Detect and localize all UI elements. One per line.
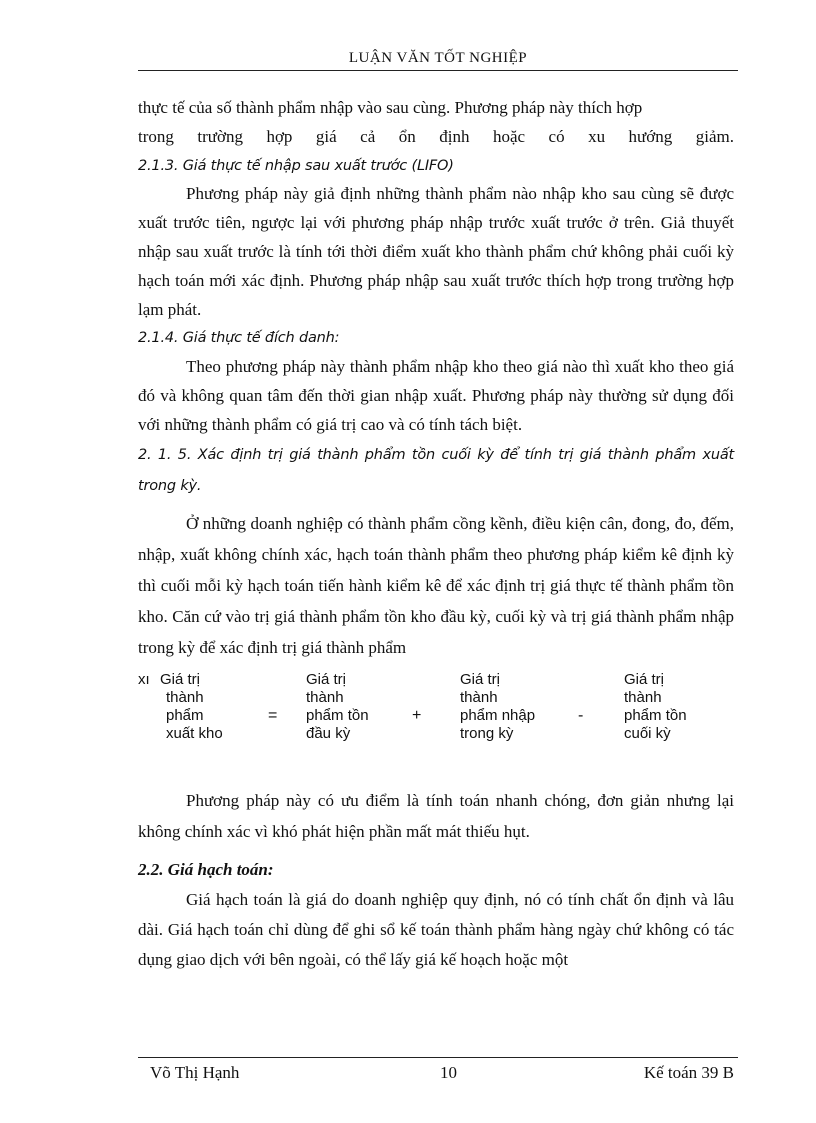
continuation-line-2: trong trường hợp giá cả ổn định hoặc có xu hướng giảm. xyxy=(138,126,734,146)
formula-term-line: đầu kỳ xyxy=(306,724,351,742)
paragraph-continuation xyxy=(138,94,734,152)
formula-term-line: Giá trị xyxy=(460,670,501,688)
formula-term-line: phẩm tồn xyxy=(306,706,369,724)
formula-term-line: thành xyxy=(624,688,662,706)
heading-ending-inventory: 2. 1. 5. Xác định trị giá thành phẩm tồn cuối kỳ để tính trị giá thành phẩm xuất trong kỳ. xyxy=(138,446,734,494)
formula-term-ending xyxy=(624,671,687,743)
formula-term-line: xuất kho xyxy=(166,724,223,742)
formula-equals: = xyxy=(268,706,278,724)
footer-page-number: 10 xyxy=(440,1063,457,1082)
heading-accounting-price: 2.2. Giá hạch toán: xyxy=(138,859,274,879)
page-body xyxy=(138,94,734,975)
paragraph-specific-identification: Theo phương pháp này thành phẩm nhập kho theo giá nào thì xuất kho theo giá đó và không quan tâm đến thời gian nhập xuất. Phương pháp này thường sử dụng đối với những thành phẩm có giá trị cao và có tính tách biệt. xyxy=(138,357,734,434)
formula-term-line: thành xyxy=(460,688,498,706)
formula-term-line: thành xyxy=(166,688,204,706)
formula-prefix: xı xyxy=(138,670,150,688)
formula-term-line: phẩm xyxy=(166,706,204,724)
paragraph-ending-inventory: Ở những doanh nghiệp có thành phẩm cồng kềnh, điều kiện cân, đong, đo, đếm, nhập, xuất không chính xác, hạch toán thành phẩm theo phương pháp kiểm kê định kỳ thì cuối mỗi kỳ hạch toán tiến hành kiểm kê để xác định trị giá thực tế thành phẩm tồn kho. Căn cứ vào trị giá thành phẩm tồn kho đầu kỳ, cuối kỳ và trị giá thành phẩm nhập trong kỳ để xác định trị giá thành phẩm xyxy=(138,513,734,657)
paragraph-evaluation: Phương pháp này có ưu điểm là tính toán nhanh chóng, đơn giản nhưng lại không chính xác vì khó phát hiện phần mất mát thiếu hụt. xyxy=(138,790,734,841)
footer-class: Kế toán 39 B xyxy=(643,1063,734,1082)
inventory-formula xyxy=(138,667,734,763)
formula-term-beginning xyxy=(306,671,369,743)
formula-term-line: trong kỳ xyxy=(460,724,514,742)
footer-divider xyxy=(138,1057,738,1058)
formula-term-line: thành xyxy=(306,688,344,706)
formula-term-issued xyxy=(160,671,223,743)
formula-term-received xyxy=(460,671,535,743)
header-title: LUẬN VĂN TỐT NGHIỆP xyxy=(348,50,528,66)
formula-term-line: cuối kỳ xyxy=(624,724,671,742)
paragraph-accounting-price: Giá hạch toán là giá do doanh nghiệp quy định, nó có tính chất ổn định và lâu dài. Giá hạch toán chỉ dùng để ghi sổ kế toán thành phẩm hàng ngày chứ không có tác dụng giao dịch với bên ngoài, có thể lấy giá kế hoạch hoặc một xyxy=(138,889,734,969)
formula-term-line: Giá trị xyxy=(624,670,665,688)
formula-term-line: Giá trị xyxy=(306,670,347,688)
formula-plus: + xyxy=(412,706,422,724)
formula-minus: - xyxy=(578,706,584,724)
formula-term-line: Giá trị xyxy=(160,670,201,688)
heading-specific-identification: 2.1.4. Giá thực tế đích danh: xyxy=(138,330,340,347)
footer-author: Võ Thị Hạnh xyxy=(150,1063,240,1082)
paragraph-lifo: Phương pháp này giả định những thành phẩm nào nhập kho sau cùng sẽ được xuất trước tiên, ngược lại với phương pháp nhập trước xuất trước ở trên. Giả thuyết nhập sau xuất trước là tính tới thời điểm xuất kho thành phẩm chứ không phải cuối kỳ hạch toán mới xác định. Phương pháp nhập sau xuất trước thích hợp trong trường hợp lạm phát. xyxy=(138,184,734,319)
heading-lifo: 2.1.3. Giá thực tế nhập sau xuất trước (LIFO) xyxy=(138,157,454,174)
formula-term-line: phẩm nhập xyxy=(460,706,536,724)
continuation-line-1: thực tế của số thành phẩm nhập vào sau cùng. Phương pháp này thích hợp xyxy=(138,98,643,117)
header-divider xyxy=(138,70,738,71)
formula-term-line: phẩm tồn xyxy=(624,706,687,724)
